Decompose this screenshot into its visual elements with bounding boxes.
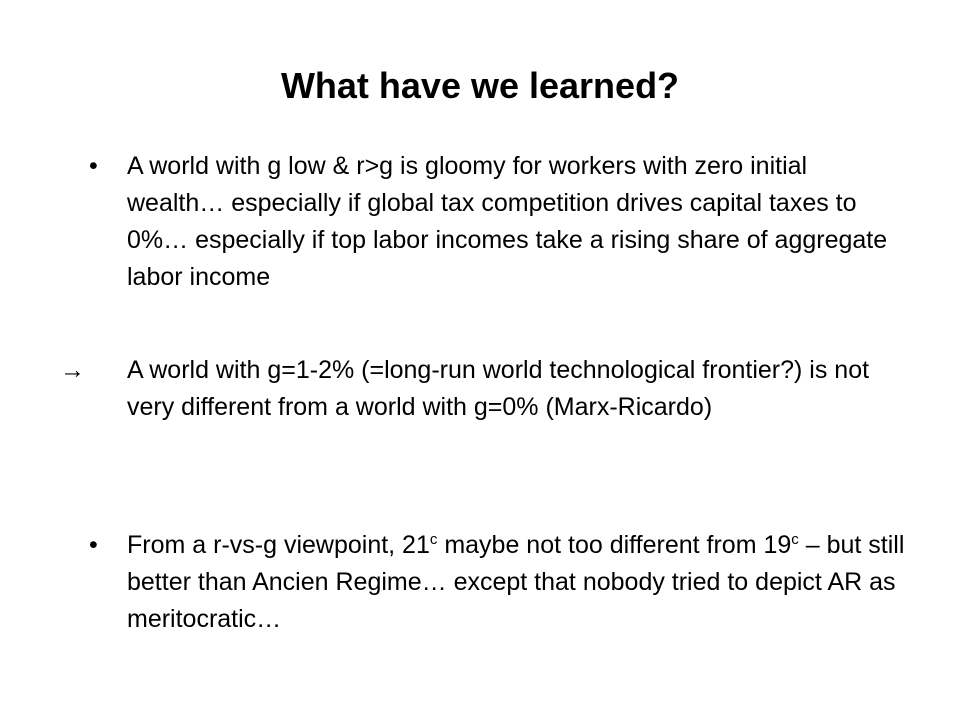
bullet-item-2	[89, 527, 909, 638]
century-superscript-1: c	[429, 531, 438, 548]
bullet-text-2-part-3: – but still better than Ancien Regime… except that nobody tried to depict AR as meritocratic…	[127, 531, 905, 633]
century-superscript-2: c	[791, 531, 799, 548]
bullet-marker-2: •	[89, 531, 98, 559]
bullet-text-2-part-1: From a r-vs-g viewpoint, 21	[127, 531, 430, 559]
arrow-marker: →	[60, 356, 85, 384]
bullet-item-1	[89, 148, 909, 296]
bullet-text-2	[127, 527, 909, 638]
arrow-text-content: A world with g=1-2% (=long-run world technological frontier?) is not very different from a world with g=0% (Marx-Ricardo)	[127, 356, 870, 421]
arrow-text	[127, 352, 910, 426]
arrow-item	[60, 352, 910, 426]
bullet-text-2-part-2: maybe not too different from 19	[437, 531, 792, 559]
bullet-text-1: A world with g low & r>g is gloomy for workers with zero initial wealth… especially if global tax competition drives capital taxes to 0%… especially if top labor incomes take a rising share of aggregate labor income	[127, 152, 888, 291]
slide-title: What have we learned?	[280, 65, 680, 106]
bullet-marker: •	[89, 152, 98, 180]
